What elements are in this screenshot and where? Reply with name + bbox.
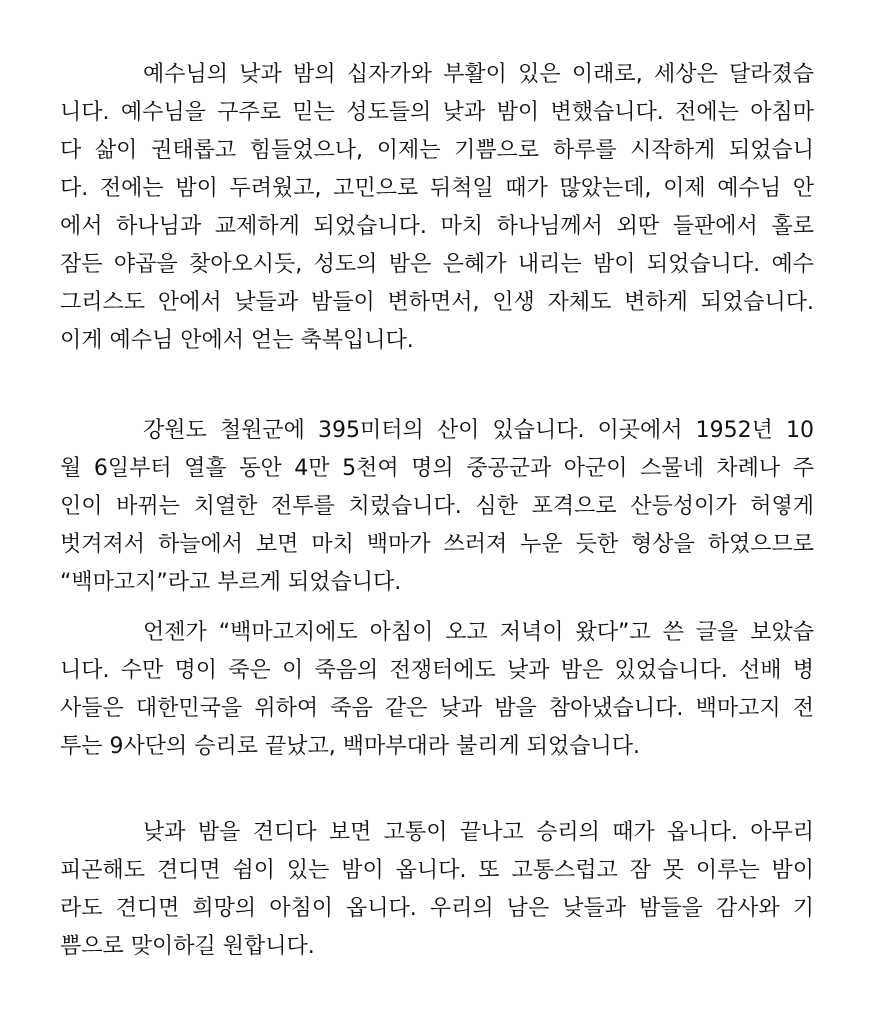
text-line: 낮과 밤을 견디다 보면 고통이 끝나고 승리의 때가 옵니다. 아무리 [143,820,814,845]
text-line: 벗겨져서 하늘에서 보면 마치 백마가 쓰러져 누운 듯한 형상을 하였으므로 [60,532,814,557]
text-line: 월 6일부터 열흘 동안 4만 5천여 명의 중공군과 아군이 스물네 차례나 주 [60,456,814,481]
text-line: 언젠가 “백마고지에도 아침이 오고 저녁이 왔다”고 쓴 글을 보았습 [143,620,814,645]
text-line: 강원도 철원군에 395미터의 산이 있습니다. 이곳에서 1952년 10 [143,418,814,443]
text-line: 예수님의 낮과 밤의 십자가와 부활이 있은 이래로, 세상은 달라졌습 [143,62,814,87]
text-line: 피곤해도 견디면 쉼이 있는 밤이 옵니다. 또 고통스럽고 잠 못 이루는 밤이 [60,858,814,883]
text-line: 인이 바뀌는 치열한 전투를 치렀습니다. 심한 포격으로 산등성이가 허옇게 [60,494,814,519]
text-line: 다 삶이 권태롭고 힘들었으나, 이제는 기쁨으로 하루를 시작하게 되었습니 [60,138,814,163]
text-line: 이게 예수님 안에서 얻는 축복입니다. [60,328,414,353]
text-line: 다. 전에는 밤이 두려웠고, 고민으로 뒤척일 때가 많았는데, 이제 예수님 안 [60,176,814,201]
text-line: 쁨으로 맞이하길 원합니다. [60,934,315,959]
text-line: 니다. 예수님을 구주로 믿는 성도들의 낮과 밤이 변했습니다. 전에는 아침마 [60,100,814,125]
text-line: 니다. 수만 명이 죽은 이 죽음의 전쟁터에도 낮과 밤은 있었습니다. 선배 병 [60,658,814,683]
text-line: 라도 견디면 희망의 아침이 옵니다. 우리의 남은 낮들과 밤들을 감사와 기 [60,896,814,921]
text-line: 투는 9사단의 승리로 끝났고, 백마부대라 불리게 되었습니다. [60,734,640,759]
text-line: 사들은 대한민국을 위하여 죽음 같은 낮과 밤을 참아냈습니다. 백마고지 전 [60,696,814,721]
text-line: “백마고지”라고 부르게 되었습니다. [60,570,402,595]
text-line: 그리스도 안에서 낮들과 밤들이 변하면서, 인생 자체도 변하게 되었습니다. [60,290,814,315]
text-line: 잠든 야곱을 찾아오시듯, 성도의 밤은 은혜가 내리는 밤이 되었습니다. 예수 [60,252,814,277]
text-line: 에서 하나님과 교제하게 되었습니다. 마치 하나님께서 외딴 들판에서 홀로 [60,214,814,239]
